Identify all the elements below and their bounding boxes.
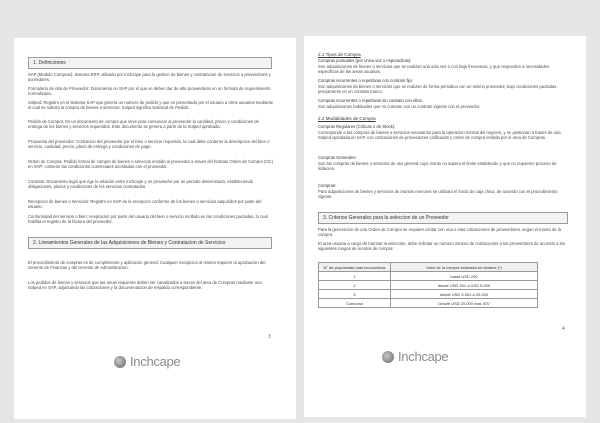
- text-compras-regulares: Corresponde a las compras de bienes o servicios necesarios para la operacion normal del negocio, y se gestionan a traves de una Solped aprobada en SAP, con cotizaciones de proveedores calificados y orden de compra emitida por el area de Compras.: [318, 130, 561, 141]
- paragraph-propuesta: Propuesta del proveedor: Cotizacion del proveedor por el bien o servicio requerido, la cual debe contener la descripcion del bien o servicio, cantidad, precio, plazo de entrega y condiciones de pago.: [28, 139, 270, 150]
- heading-modalidades: 2.2 Modalidades de Compra: [318, 116, 376, 121]
- table-header-cell: Valor de la compra estimada en dolares (*): [391, 263, 538, 272]
- table-cell: 2: [319, 281, 391, 290]
- paragraph-lineamientos-1: El procedimiento de compras es de cumplimiento y aplicacion general. Cualquier excepcion al mismo requiere la aprobacion del Gerente de Finanzas y del Gerente de Administracion.: [28, 260, 266, 271]
- text-criterios-2: El area usuaria a cargo de tramitar la seleccion, debe solicitar un numero minimo de cotizaciones a los proveedores de acuerdo a los siguientes rangos de montos de compra:: [318, 241, 565, 252]
- table-cell: 3: [319, 290, 391, 299]
- page-number: 4: [562, 326, 565, 332]
- paragraph-alta-proveedor: Formulario de Alta de Proveedor: Documento en SAP por el que se deben dar de alta proveedores en un formato de requerimiento normalizado.: [28, 86, 271, 97]
- table-header-cell: N° de propuestas mas economicas: [319, 263, 391, 272]
- paragraph-conformidad: Conformidad del servicio o bien: Aceptacion por parte del usuario del bien o servicio recibido en las condiciones pactadas, lo cual habilita el registro de la factura del proveedor.: [28, 214, 268, 225]
- text-compras-sin-contrato: Son adquisiciones habituales que no cuentan con un contrato vigente con el proveedor.: [318, 104, 481, 109]
- paragraph-orden-compra: Orden de Compra: Pedido formal de compra de bienes o servicios emitido al proveedor a traves del formato Orden de Compra (OC) en SAP; contiene las condiciones comerciales acordadas con el proveedor.: [28, 159, 274, 170]
- inchcape-logo: [114, 354, 180, 369]
- page-number: 3: [268, 334, 271, 340]
- section-criterios-title: 3. Criterios Generales para la seleccion de un Proveedor: [318, 212, 568, 224]
- paragraph-contrato: Contrato: Documento legal que rige la relacion entre Inchcape y un proveedor por un periodo determinado, estableciendo obligaciones, plazos y condiciones de los servicios contratados.: [28, 179, 254, 190]
- section-definitions-title: 1. Definiciones: [28, 57, 272, 69]
- paragraph-recepcion: Recepcion de bienes o servicios: Registro en SAP de la recepcion conforme de los bienes o servicios adquiridos por parte del usuario.: [28, 199, 262, 210]
- paragraph-solped: Solped: Registro en el Sistema SAP que genera un numero de pedido y que es presentado por el usuario a otros usuarios mediante el cual se solicita la compra de bienes o servicios. Solped significa Solicitud de Pedido.: [28, 100, 274, 111]
- quotation-table: [318, 262, 538, 308]
- lead-compras-generales: Compras Generales:: [318, 155, 357, 160]
- table-row: [319, 281, 538, 290]
- document-page-left: [14, 38, 296, 419]
- lead-compras-caja: Compras:: [318, 183, 337, 188]
- logo-text: Inchcape: [130, 354, 181, 369]
- table-cell: hasta USD 200: [391, 272, 538, 281]
- inchcape-logo-icon: [382, 351, 394, 363]
- table-cell: desde USD 201 a USD 5.000: [391, 281, 538, 290]
- lead-compras-recurrentes: Compras recurrentes o repetitivas con contrato fijo:: [318, 78, 413, 83]
- paragraph-pedido: Pedido de Compra: Es un documento de compra que sirve para comunicar al proveedor la cantidad, precio y condiciones de entrega de los bienes y servicios requeridos. Este documento se genera a partir de la Solped aprobada.: [28, 119, 259, 130]
- lead-compras-puntuales: Compras puntuales (por unica vez o esporadicas):: [318, 58, 412, 63]
- text-compras-caja: Para adquisiciones de bienes y servicios de montos menores se utilizara el fondo de caja chica, de acuerdo con el procedimiento vigente.: [318, 189, 558, 200]
- document-page-right: [304, 36, 586, 417]
- text-criterios-1: Para la generacion de una Orden de Compra se requiere contar con una o mas cotizaciones de proveedores, segun el monto de la compra.: [318, 227, 562, 238]
- table-row: [319, 290, 538, 299]
- inchcape-logo-icon: [114, 356, 126, 368]
- inchcape-logo: [382, 349, 448, 364]
- heading-tipos-compra: 2.1 Tipos de Compra: [318, 52, 361, 57]
- table-row: [319, 299, 538, 308]
- table-cell: Concurso: [319, 299, 391, 308]
- table-cell: Desde USD 25.000 mas IGV: [391, 299, 538, 308]
- lead-compras-sin-contrato: Compras recurrentes o repetitivas sin contrato con ellos:: [318, 98, 423, 103]
- table-row: [319, 272, 538, 281]
- paragraph-lineamientos-2: Los pedidos de bienes y servicios que las areas requieran deben ser canalizados a traves del area de Compras mediante una Solped en SAP, adjuntando las cotizaciones y la documentacion de respaldo correspondiente.: [28, 280, 262, 291]
- text-compras-puntuales: Son adquisiciones de bienes o servicios que se realizan una sola vez o con baja frecuencia, y que responden a necesidades especificas de las areas usuarias.: [318, 64, 550, 75]
- logo-text: Inchcape: [398, 349, 449, 364]
- table-header-row: [319, 263, 538, 272]
- section-lineamientos-title: 2. Lineamientos Generales de las Adquisiciones de Bienes y Contratacion de Servicios: [28, 237, 272, 249]
- text-compras-generales: Son las compras de bienes o servicios de uso general cuyo monto no supera el limite establecido y que no requieren proceso de licitacion.: [318, 161, 557, 172]
- table-cell: 1: [319, 272, 391, 281]
- paragraph-sap: SAP (Modulo Compras): Sistema ERP utilizado por Inchcape para la gestion de bienes y contratacion de servicios a proveedores y acreedores.: [28, 72, 271, 83]
- table-cell: desde USD 5.001 a 25.000: [391, 290, 538, 299]
- lead-compras-regulares: Compras Regulares (Criticas o de Stock):: [318, 124, 396, 129]
- text-compras-recurrentes: Son adquisiciones de bienes o servicios que se realizan de forma periodica con un mismo proveedor, bajo condiciones pactadas previamente en un contrato marco.: [318, 84, 557, 95]
